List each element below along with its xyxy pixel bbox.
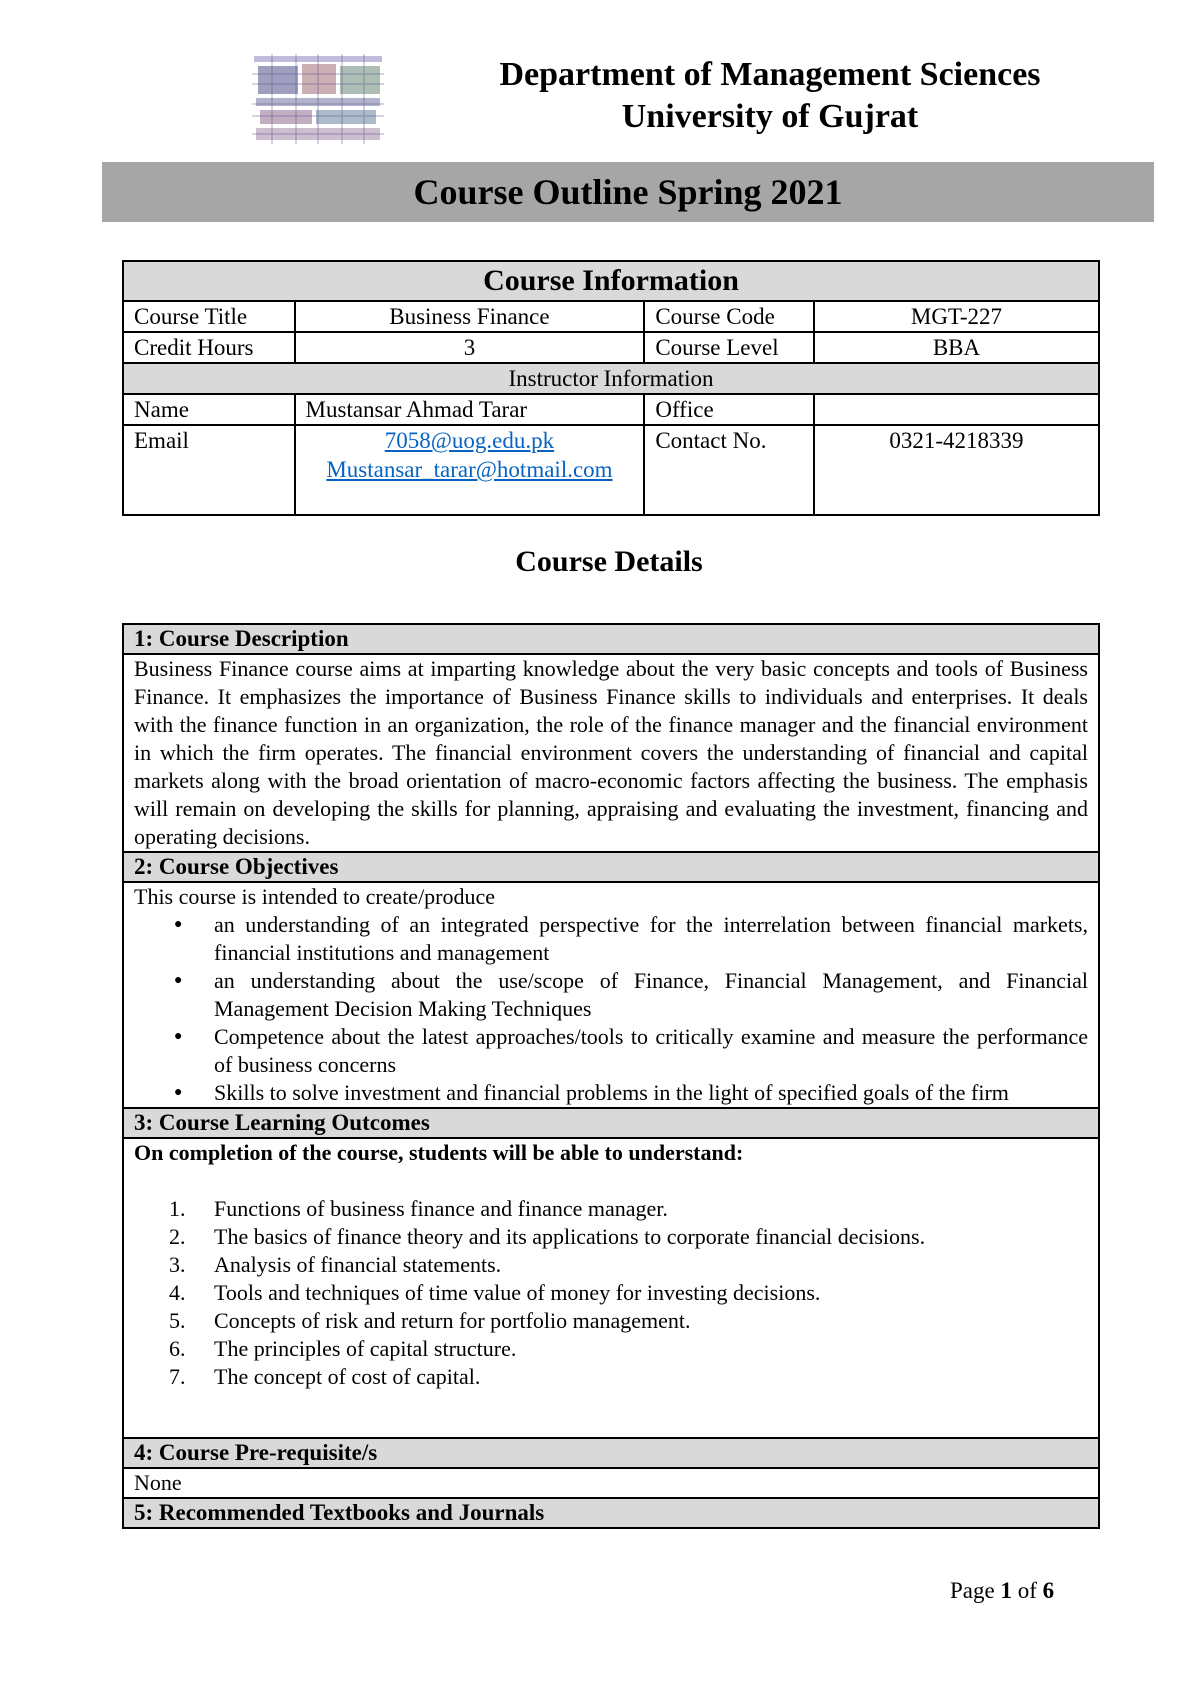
course-description-text: Business Finance course aims at imparting knowledge about the very basic concepts and tools of Business Finance. It emphasizes the importance of Business Finance skills to individuals and enterprises. It deals with the finance function in an organization, the role of the finance manager and the financial environment in which the firm operates. The financial environment covers the understanding of financial and capital markets along with the broad orientation of macro-economic factors affecting the business. The emphasis will remain on developing the skills for planning, appraising and evaluating the investment, financing and operating decisions.	[123, 654, 1099, 852]
instructor-heading: Instructor Information	[123, 363, 1099, 394]
page-total: 6	[1042, 1578, 1055, 1603]
list-item: ● an understanding about the use/scope of Finance, Financial Management, and Financial Management Decision Making Techniques	[214, 967, 1088, 1023]
course-details-title: Course Details	[515, 545, 703, 578]
email-link-hotmail[interactable]: Mustansar_tarar@hotmail.com	[326, 457, 613, 482]
course-objectives-heading: 2: Course Objectives	[123, 852, 1099, 882]
list-item: 4. Tools and techniques of time value of money for investing decisions.	[169, 1280, 821, 1305]
course-level-label: Course Level	[644, 332, 814, 363]
office-label: Office	[644, 394, 814, 425]
learning-outcomes-cell	[123, 1138, 1099, 1438]
learning-outcomes-heading: 3: Course Learning Outcomes	[123, 1108, 1099, 1138]
department-name: Department of Management Sciences	[499, 56, 1041, 93]
office-value	[814, 394, 1099, 425]
list-item: 2. The basics of finance theory and its applications to corporate financial decisions.	[169, 1224, 926, 1249]
course-title-value: Business Finance	[295, 301, 645, 332]
university-name: University of Gujrat	[621, 98, 919, 135]
objectives-intro: This course is intended to create/produce	[134, 884, 496, 909]
course-objectives-cell	[123, 882, 1099, 1108]
list-item: 5. Concepts of risk and return for portfolio management.	[169, 1308, 691, 1333]
course-title-label: Course Title	[123, 301, 295, 332]
course-code-value: MGT-227	[814, 301, 1099, 332]
email-label: Email	[123, 425, 295, 515]
course-info-table	[122, 260, 1100, 516]
list-item: 7. The concept of cost of capital.	[169, 1364, 481, 1389]
credit-hours-label: Credit Hours	[123, 332, 295, 363]
contact-value: 0321-4218339	[814, 425, 1099, 515]
course-details-table	[122, 623, 1100, 1529]
email-link-uog[interactable]: 7058@uog.edu.pk	[384, 428, 555, 453]
contact-label: Contact No.	[644, 425, 814, 515]
page-number	[950, 1578, 1054, 1604]
prerequisite-heading: 4: Course Pre-requisite/s	[123, 1438, 1099, 1468]
page-current: 1	[1000, 1578, 1012, 1603]
of-word: of	[1017, 1578, 1037, 1603]
page-word: Page	[950, 1578, 995, 1603]
list-item: ● an understanding of an integrated perspective for the interrelation between financial markets, financial institutions and management	[214, 911, 1088, 967]
objectives-list	[134, 911, 1088, 1107]
textbooks-heading: 5: Recommended Textbooks and Journals	[123, 1498, 1099, 1528]
university-logo	[252, 54, 384, 144]
course-outline-banner: Course Outline Spring 2021	[102, 162, 1154, 222]
course-description-heading: 1: Course Description	[123, 624, 1099, 654]
outcomes-list	[134, 1195, 1088, 1391]
email-cell	[295, 425, 645, 515]
outcomes-intro: On completion of the course, students will be able to understand:	[134, 1140, 744, 1165]
list-item: 3. Analysis of financial statements.	[169, 1252, 502, 1277]
instructor-name: Mustansar Ahmad Tarar	[295, 394, 645, 425]
course-code-label: Course Code	[644, 301, 814, 332]
course-level-value: BBA	[814, 332, 1099, 363]
credit-hours-value: 3	[295, 332, 645, 363]
list-item: ● Skills to solve investment and financial problems in the light of specified goals of the firm	[214, 1079, 1088, 1107]
course-info-title: Course Information	[123, 261, 1099, 301]
list-item: 1. Functions of business finance and finance manager.	[169, 1196, 668, 1221]
prerequisite-value: None	[123, 1468, 1099, 1498]
name-label: Name	[123, 394, 295, 425]
list-item: ● Competence about the latest approaches/tools to critically examine and measure the performance of business concerns	[214, 1023, 1088, 1079]
list-item: 6. The principles of capital structure.	[169, 1336, 517, 1361]
